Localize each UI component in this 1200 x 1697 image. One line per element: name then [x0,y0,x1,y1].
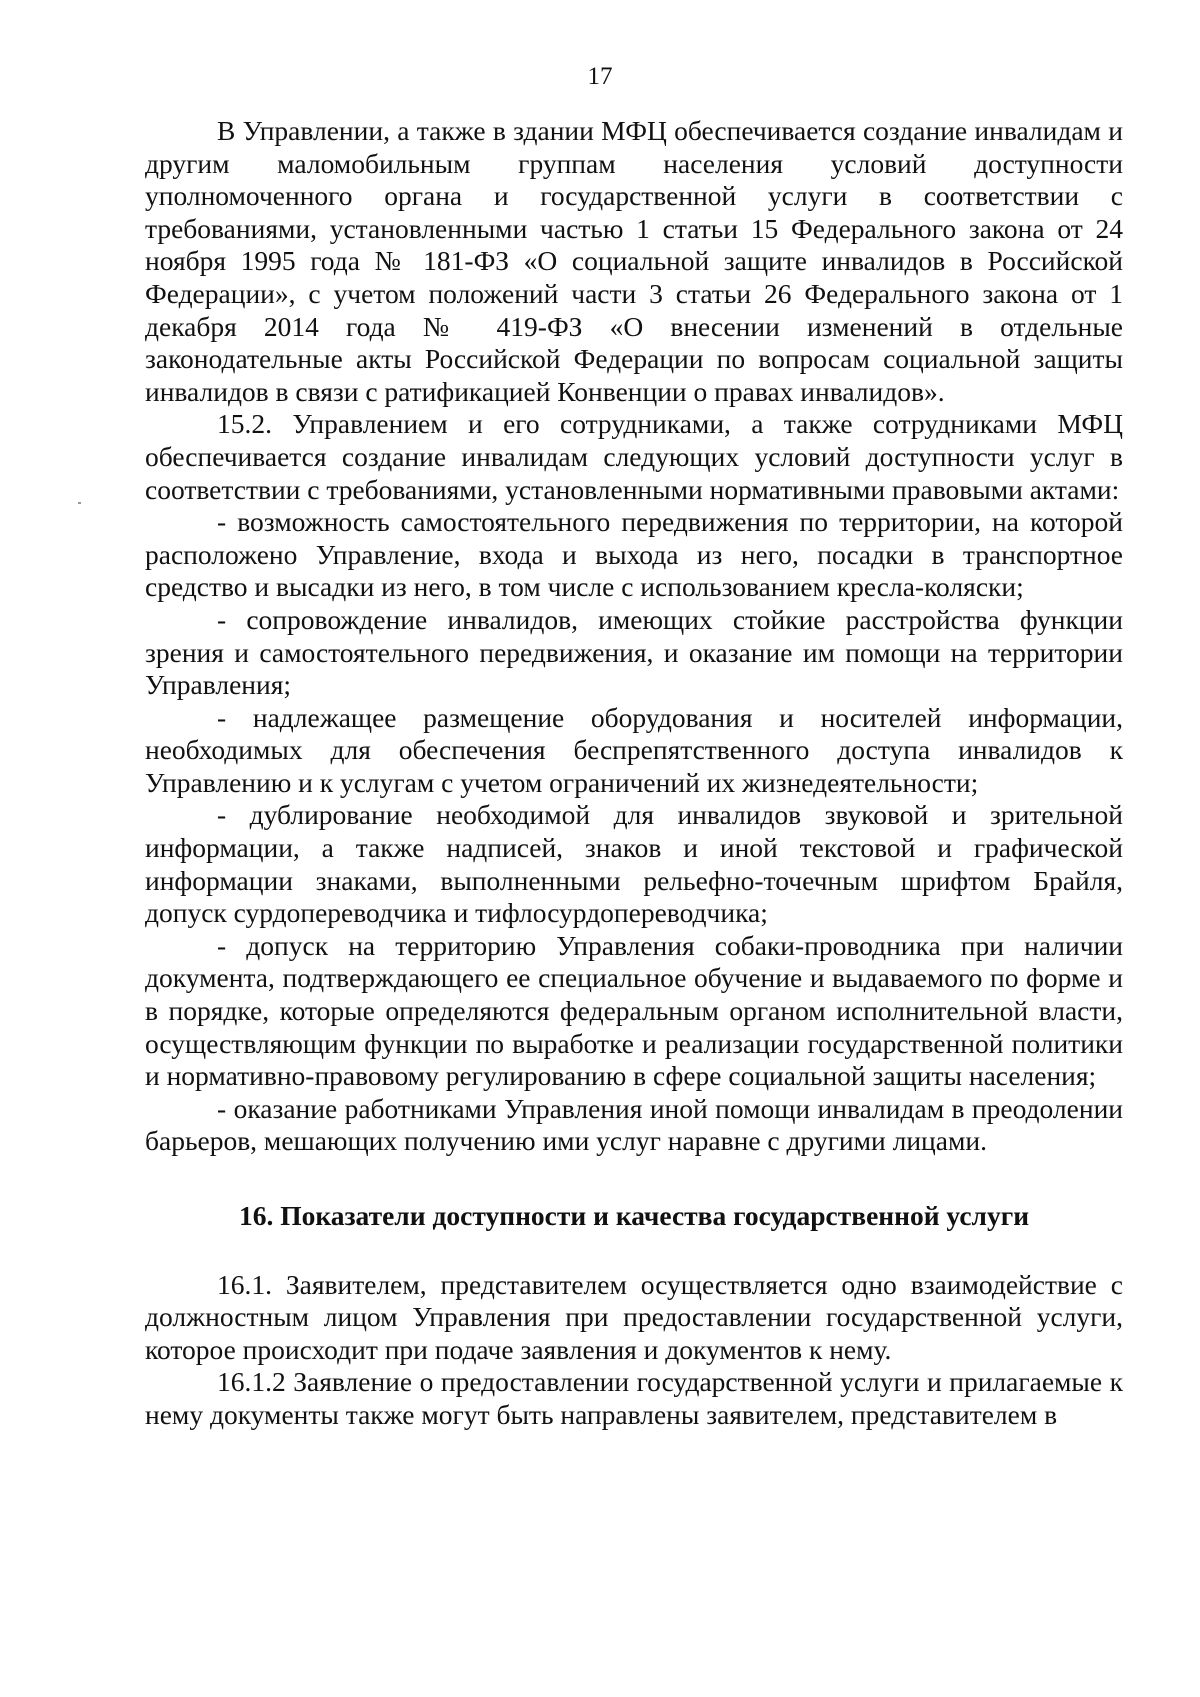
list-item-other-assistance: - оказание работниками Управления иной помощи инвалидам в преодолении барьеров, мешающих получению ими услуг наравне с другими лицами. [145,1092,1123,1157]
list-item-information-duplication: - дублирование необходимой для инвалидов звуковой и зрительной информации, а также надписей, знаков и иной текстовой и графической информации знаками, выполненными рельефно-точечным шрифтом Брайля, допуск сурдопереводчика и тифлосурдопереводчика; [145,799,1123,929]
paragraph-accessibility-conditions: В Управлении, а также в здании МФЦ обеспечивается создание инвалидам и другим маломобильным группам населения условий доступности уполномоченного органа и государственной услуги в соответствии с требованиями, установленными частью 1 статьи 15 Федерального закона от 24 ноября 1995 года № 181-ФЗ «О социальной защите инвалидов в Российской Федерации», с учетом положений части 3 статьи 26 Федерального закона от 1 декабря 2014 года № 419-ФЗ «О внесении изменений в отдельные законодательные акты Российской Федерации по вопросам социальной защиты инвалидов в связи с ратификацией Конвенции о правах инвалидов». [145,115,1123,407]
section-heading: 16. Показатели доступности и качества государственной услуги [238,1200,1030,1231]
list-item-independent-movement: - возможность самостоятельного передвижения по территории, на которой расположено Управление, входа и выхода из него, посадки в транспортное средство и высадки из него, в том числе с использованием кресла-коляски; [145,506,1123,603]
paragraph-16-1: 16.1. Заявителем, представителем осуществляется одно взаимодействие с должностным лицом Управления при предоставлении государственной услуги, которое происходит при подаче заявления и документов к нему. [145,1268,1123,1365]
list-item-guide-dog: - допуск на территорию Управления собаки-проводника при наличии документа, подтверждающего ее специальное обучение и выдаваемого по форме и в порядке, которые определяются федеральным органом исполнительной власти, осуществляющим функции по выработке и реализации государственной политики и нормативно-правовому регулированию в сфере социальной защиты населения; [145,929,1123,1092]
paragraph-16-1-2: 16.1.2 Заявление о предоставлении государственной услуги и прилагаемые к нему документы также могут быть направлены заявителем, представителем в [145,1366,1123,1430]
page-number: 17 [587,63,613,90]
list-item-equipment-placement: - надлежащее размещение оборудования и носителей информации, необходимых для обеспечения беспрепятственного доступа инвалидов к Управлению и к услугам с учетом ограничений их жизнедеятельности; [145,701,1123,798]
paragraph-15-2: 15.2. Управлением и его сотрудниками, а также сотрудниками МФЦ обеспечивается создание инвалидам следующих условий доступности услуг в соответствии с требованиями, установленными нормативными правовыми актами: [145,408,1123,505]
margin-mark [78,502,81,504]
list-item-escort: - сопровождение инвалидов, имеющих стойкие расстройства функции зрения и самостоятельного передвижения, и оказание им помощи на территории Управления; [145,603,1123,701]
document-body [145,115,1123,1432]
